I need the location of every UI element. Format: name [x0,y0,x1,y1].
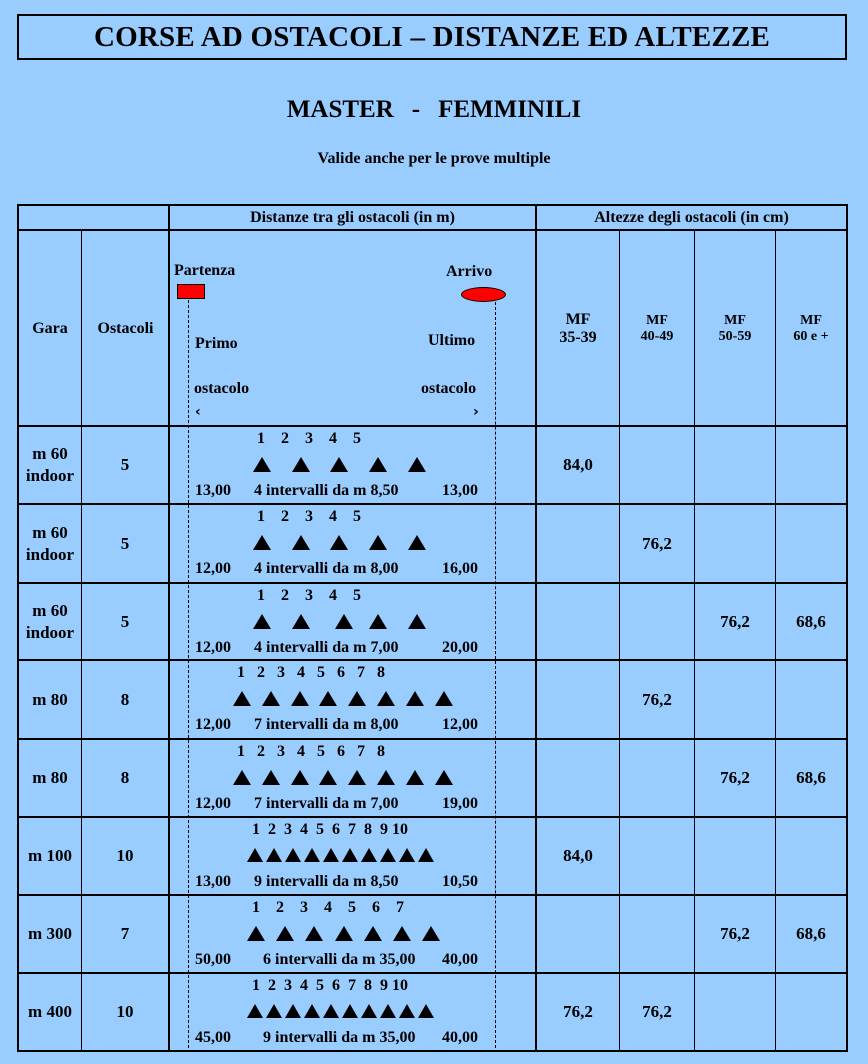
hurdle-triangle-icon [233,770,251,785]
hurdle-triangle-icon [408,614,426,629]
ostacolo-left-label: ostacolo [194,380,250,397]
height-value [695,427,775,503]
hurdle-triangle-icon [361,1004,377,1018]
start-flag-icon [177,284,205,299]
hurdle-triangle-icon [399,1004,415,1018]
gara-name: m 80 [32,768,68,787]
gara-cell [19,740,81,816]
hurdle-triangle-icon [276,926,294,941]
last-distance: 40,00 [442,951,478,968]
hurdle-triangle-icon [262,770,280,785]
first-distance: 12,00 [195,716,231,733]
hurdle-triangle-icon [369,535,387,550]
intervals-text: 4 intervalli da m 7,00 [254,639,399,656]
height-value [537,505,619,582]
gara-name: m 60 [32,522,68,542]
partenza-label: Partenza [174,262,236,279]
ostacoli-cell: 5 [120,611,130,631]
hurdle-numbers: 1 2 3 4 5 [257,430,361,447]
hurdle-triangle-icon [323,1004,339,1018]
hurdle-numbers: 1 2 3 4 5 6 7 [252,899,404,916]
distances-header: Distanze tra gli ostacoli (in m) [250,209,455,226]
ostacoli-cell: 8 [120,768,130,787]
hurdle-triangle-icon [435,770,453,785]
height-value: 76,2 [720,768,750,787]
gara-name: m 80 [32,689,68,709]
hurdle-triangle-icon [253,614,271,629]
hurdle-triangle-icon [380,848,396,862]
header-divider [19,229,848,231]
height-value: 84,0 [563,455,593,474]
ostacoli-cell: 8 [120,689,130,709]
hurdle-triangle-icon [380,1004,396,1018]
mf-60-plus-header: MF 60 e + [793,313,829,344]
height-value [776,818,846,894]
hurdle-triangle-icon [399,848,415,862]
height-value [620,584,694,659]
hurdle-triangle-icon [285,848,301,862]
height-value [620,896,694,972]
last-distance: 16,00 [442,560,478,577]
hurdle-triangle-icon [369,614,387,629]
ostacoli-header: Ostacoli [97,320,154,337]
gara-cell [19,818,81,894]
hurdle-triangle-icon [319,770,337,785]
last-distance: 20,00 [442,639,478,656]
height-value [695,818,775,894]
gara-cell [19,584,81,659]
hurdle-triangle-icon [319,691,337,706]
height-value [537,896,619,972]
ostacoli-cell: 7 [120,924,130,943]
height-value [776,974,846,1050]
gara-cell [19,505,81,582]
height-value [620,818,694,894]
intervals-text: 4 intervalli da m 8,50 [254,482,399,499]
gara-name: m 100 [28,846,72,865]
first-distance: 45,00 [195,1029,231,1046]
hurdle-triangle-icon [418,848,434,862]
subtitle-master: MASTER [286,96,394,123]
col-divider [168,206,170,1050]
hurdle-triangle-icon [406,691,424,706]
finish-guide-line [495,302,496,1048]
first-distance: 13,00 [195,482,231,499]
subtitle-separator: - [411,96,421,123]
gara-qualifier: indoor [25,544,75,564]
gara-name: m 60 [32,444,68,463]
hurdle-numbers: 1 2 3 4 5 6 7 8 9 10 [252,821,408,838]
mf-50-59-header: MF 50-59 [718,313,752,344]
height-value: 76,2 [720,924,750,943]
height-value: 76,2 [720,611,750,631]
arrivo-label: Arrivo [446,263,493,280]
gara-header: Gara [32,320,68,337]
gara-qualifier: indoor [25,466,75,485]
hurdle-triangle-icon [266,1004,282,1018]
height-value [537,584,619,659]
hurdle-triangle-icon [305,926,323,941]
hurdle-triangle-icon [247,926,265,941]
hurdle-triangle-icon [364,926,382,941]
hurdle-triangle-icon [330,535,348,550]
hurdle-triangle-icon [435,691,453,706]
ostacoli-cell: 5 [120,533,130,553]
hurdle-triangle-icon [266,848,282,862]
primo-label: Primo [195,335,238,352]
hurdle-numbers: 1 2 3 4 5 [257,587,361,604]
hurdle-numbers: 1 2 3 4 5 6 7 8 [237,664,385,681]
subtitle-femminili: FEMMINILI [438,96,582,123]
ostacoli-cell: 10 [116,1002,134,1021]
hurdle-triangle-icon [361,848,377,862]
height-value: 68,6 [796,924,826,943]
gara-cell [19,974,81,1050]
gara-cell [19,427,81,503]
height-value: 76,2 [642,689,672,709]
hurdle-numbers: 1 2 3 4 5 6 7 8 9 10 [252,977,408,994]
hurdle-triangle-icon [348,691,366,706]
height-value [620,427,694,503]
hurdle-triangle-icon [253,535,271,550]
mf-35-39-header: MF 35-39 [559,311,597,346]
hurdle-triangle-icon [291,770,309,785]
height-value [695,661,775,738]
hurdle-triangle-icon [247,848,263,862]
hurdle-triangle-icon [422,926,440,941]
height-value: 84,0 [563,846,593,865]
heights-header: Altezze degli ostacoli (in cm) [594,209,789,226]
hurdle-triangle-icon [406,770,424,785]
hurdle-triangle-icon [369,457,387,472]
hurdle-triangle-icon [335,614,353,629]
intervals-text: 6 intervalli da m 35,00 [263,951,416,968]
hurdle-triangle-icon [304,1004,320,1018]
ultimo-label: Ultimo [428,332,476,349]
gara-cell [19,896,81,972]
hurdle-triangle-icon [253,457,271,472]
ostacoli-cell: 10 [116,846,134,865]
last-distance: 12,00 [442,716,478,733]
last-distance: 10,50 [442,873,478,890]
hurdle-triangle-icon [342,848,358,862]
start-guide-line [188,300,189,1048]
hurdle-triangle-icon [393,926,411,941]
gara-qualifier: indoor [25,622,75,642]
chevron-left-icon: ‹ [195,404,201,420]
height-value: 76,2 [563,1002,593,1021]
chevron-right-icon: › [473,404,479,420]
hurdle-triangle-icon [342,1004,358,1018]
intervals-text: 9 intervalli da m 35,00 [263,1029,416,1046]
hurdle-triangle-icon [285,1004,301,1018]
height-value [620,740,694,816]
hurdle-triangle-icon [292,535,310,550]
height-value: 76,2 [642,1002,672,1021]
height-value [537,661,619,738]
hurdle-triangle-icon [335,926,353,941]
intervals-text: 7 intervalli da m 7,00 [254,795,399,812]
validity-note: Valide anche per le prove multiple [317,150,551,167]
hurdle-triangle-icon [292,457,310,472]
first-distance: 12,00 [195,795,231,812]
hurdle-triangle-icon [377,691,395,706]
hurdle-numbers: 1 2 3 4 5 6 7 8 [237,743,385,760]
hurdle-triangle-icon [330,457,348,472]
first-distance: 12,00 [195,560,231,577]
mf-40-49-header: MF 40-49 [640,313,674,344]
gara-name: m 60 [32,600,68,620]
gara-name: m 400 [28,1002,72,1021]
height-value [695,974,775,1050]
intervals-text: 4 intervalli da m 8,00 [254,560,399,577]
hurdle-triangle-icon [418,1004,434,1018]
first-distance: 13,00 [195,873,231,890]
height-value [776,661,846,738]
page-title: CORSE AD OSTACOLI – DISTANZE ED ALTEZZE [17,14,847,60]
hurdle-triangle-icon [262,691,280,706]
subtitle [0,96,868,124]
ostacoli-cell: 5 [120,455,130,474]
intervals-text: 7 intervalli da m 8,00 [254,716,399,733]
hurdle-triangle-icon [292,614,310,629]
hurdle-numbers: 1 2 3 4 5 [257,508,361,525]
hurdle-triangle-icon [291,691,309,706]
last-distance: 40,00 [442,1029,478,1046]
height-value [776,427,846,503]
last-distance: 19,00 [442,795,478,812]
ostacolo-right-label: ostacolo [421,380,477,397]
gara-name: m 300 [28,924,72,943]
height-value [695,505,775,582]
height-value [537,740,619,816]
finish-oval-icon [461,287,506,302]
hurdle-triangle-icon [247,1004,263,1018]
hurdle-triangle-icon [348,770,366,785]
height-value: 76,2 [642,533,672,553]
first-distance: 12,00 [195,639,231,656]
gara-cell [19,661,81,738]
hurdle-triangle-icon [233,691,251,706]
hurdle-triangle-icon [408,457,426,472]
hurdle-triangle-icon [408,535,426,550]
hurdle-triangle-icon [304,848,320,862]
height-value [776,505,846,582]
hurdle-triangle-icon [377,770,395,785]
intervals-text: 9 intervalli da m 8,50 [254,873,399,890]
hurdle-triangle-icon [323,848,339,862]
height-value: 68,6 [796,611,826,631]
last-distance: 13,00 [442,482,478,499]
first-distance: 50,00 [195,951,231,968]
height-value: 68,6 [796,768,826,787]
